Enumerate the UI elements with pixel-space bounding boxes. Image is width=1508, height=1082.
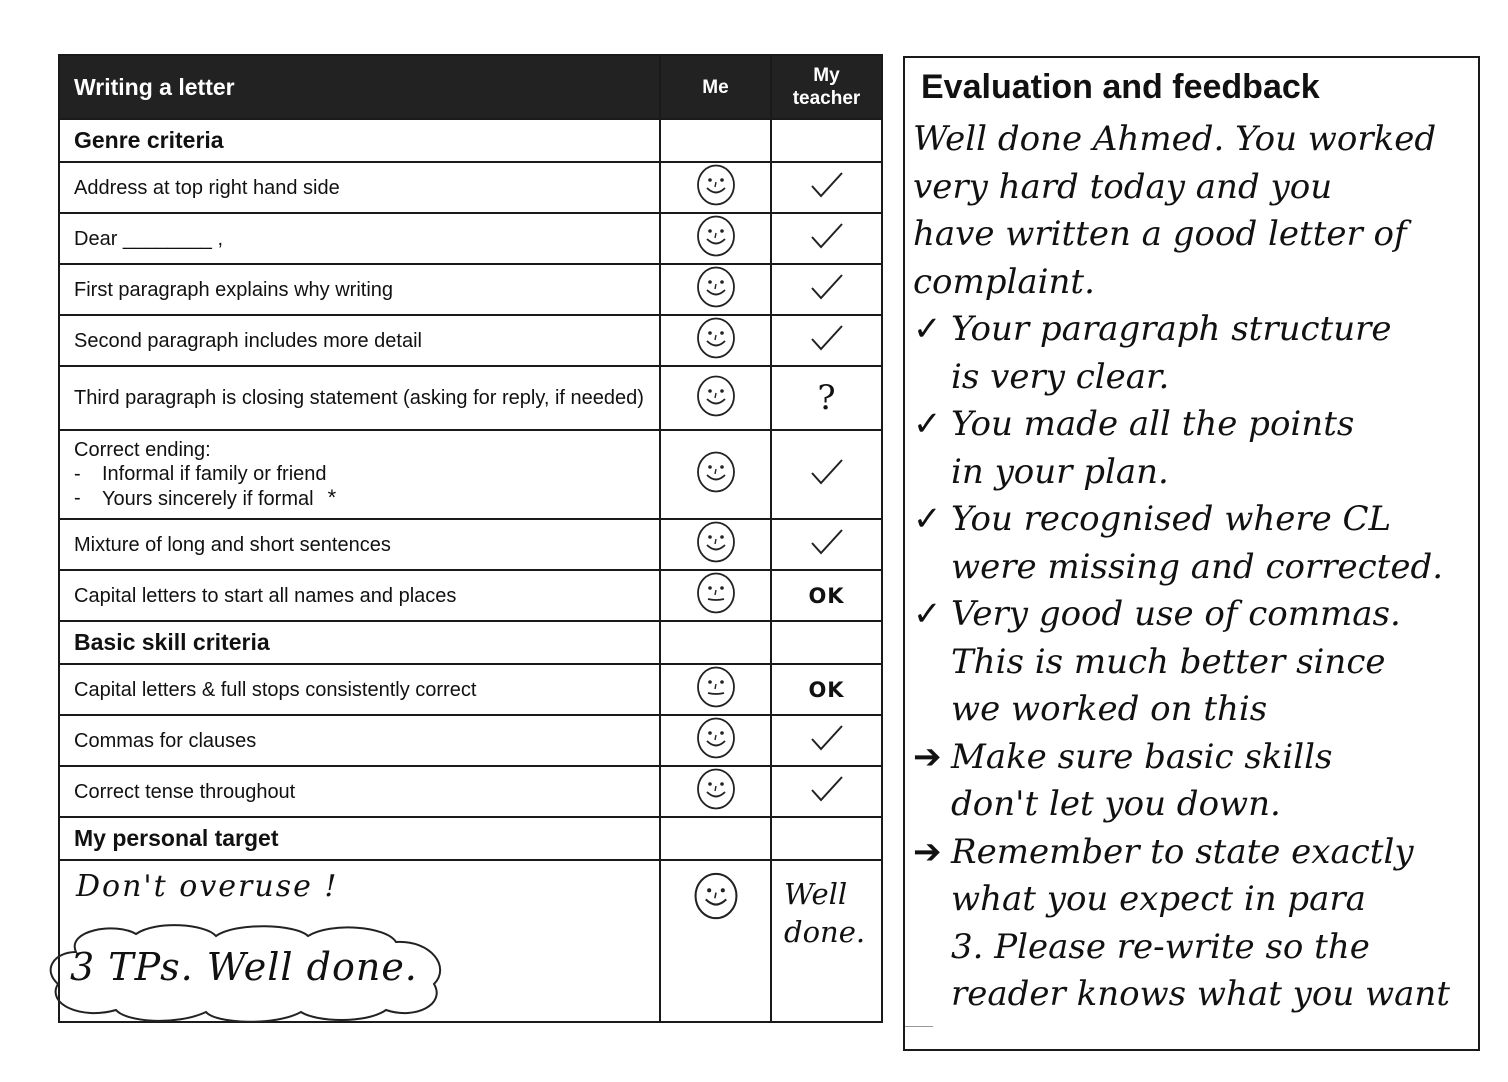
self-mark (660, 664, 771, 715)
section-heading: Genre criteria (59, 119, 660, 162)
tick-icon: ✓ (913, 499, 942, 539)
criterion-text (59, 264, 660, 315)
feedback-line-text: Very good use of commas. (951, 594, 1401, 634)
feedback-line-text: very hard today and you (913, 166, 1333, 207)
feedback-line-text: don't let you down. (951, 784, 1281, 824)
feedback-line-text: This is much better since (951, 641, 1386, 682)
feedback-line (913, 876, 1475, 924)
criterion-label: Capital letters to start all names and places (74, 584, 457, 607)
section-heading-row (59, 621, 882, 664)
criteria-row (59, 766, 882, 817)
teacher-mark (771, 264, 882, 315)
smiley-face-icon (692, 908, 740, 925)
feedback-line (913, 544, 1475, 592)
tick-icon (809, 187, 845, 204)
empty-cell (771, 119, 882, 162)
table-title: Writing a letter (59, 55, 660, 119)
column-header-teacher (771, 55, 882, 119)
feedback-line-text: is very clear. (951, 356, 1170, 397)
criterion-sub-list (74, 462, 659, 511)
feedback-line (913, 116, 1475, 164)
feedback-line (913, 734, 1475, 782)
neutral-face-icon (695, 696, 737, 713)
feedback-line (913, 259, 1475, 307)
teacher-mark (771, 715, 882, 766)
feedback-line-text: we worked on this (951, 689, 1268, 729)
criterion-label: Address at top right hand side (74, 176, 340, 199)
arrow-right-icon: ➔ (913, 831, 942, 872)
criterion-text (59, 715, 660, 766)
feedback-line (913, 971, 1475, 1019)
feedback-line-text: Remember to state exactly (951, 831, 1414, 872)
arrow-right-icon: ➔ (913, 736, 942, 777)
self-mark (660, 213, 771, 264)
teacher-mark (771, 315, 882, 366)
feedback-line (913, 591, 1475, 639)
section-heading: My personal target (59, 817, 660, 860)
feedback-line (913, 164, 1475, 212)
criterion-label: First paragraph explains why writing (74, 278, 394, 301)
criterion-label: Third paragraph is closing statement (asking for reply, if needed) (74, 387, 644, 409)
tick-icon (809, 791, 845, 808)
feedback-line (913, 354, 1475, 402)
feedback-line-text: Well done Ahmed. You worked (913, 119, 1437, 159)
feedback-line (913, 306, 1475, 354)
criteria-row (59, 213, 882, 264)
feedback-line (913, 496, 1475, 544)
criterion-label: Correct tense throughout (74, 780, 296, 803)
feedback-line (913, 829, 1475, 877)
feedback-line-text: have written a good letter of (913, 214, 1407, 254)
tick-icon (809, 474, 845, 491)
teacher-note (771, 860, 882, 1022)
teacher-mark (771, 162, 882, 213)
self-mark (660, 315, 771, 366)
teacher-mark: OK (771, 664, 882, 715)
column-header-me: Me (660, 55, 771, 119)
teacher-mark: OK (771, 570, 882, 621)
self-mark (660, 162, 771, 213)
teacher-mark (771, 213, 882, 264)
feedback-line-text: You recognised where CL (951, 499, 1392, 539)
self-mark (660, 766, 771, 817)
criterion-label: Dear ________ , (74, 227, 224, 250)
self-mark (660, 715, 771, 766)
feedback-line-text: You made all the points (951, 404, 1355, 444)
feedback-box (903, 56, 1480, 1051)
smiley-face-icon (695, 551, 737, 568)
divider (903, 1026, 933, 1027)
feedback-line-text: Your paragraph structure (951, 309, 1392, 349)
section-heading-row (59, 119, 882, 162)
smiley-face-icon (695, 347, 737, 364)
criteria-row (59, 715, 882, 766)
empty-cell (660, 817, 771, 860)
feedback-line-text: what you expect in para (951, 879, 1366, 919)
tick-icon (809, 544, 845, 561)
cloud-note: 3 TPs. Well done. (70, 945, 418, 989)
teacher-note-line: done. (784, 915, 866, 949)
empty-cell (660, 119, 771, 162)
criterion-text (59, 570, 660, 621)
empty-cell (771, 817, 882, 860)
feedback-line (913, 211, 1475, 259)
teacher-mark (771, 519, 882, 570)
criterion-label: Correct ending: (74, 439, 211, 461)
star-mark: * (327, 485, 337, 510)
feedback-line (913, 924, 1475, 972)
criteria-row (59, 264, 882, 315)
tick-icon: ✓ (913, 594, 942, 634)
self-mark (660, 860, 771, 1022)
criteria-table (58, 54, 883, 1023)
neutral-face-icon (695, 602, 737, 619)
criterion-label: Mixture of long and short sentences (74, 533, 391, 556)
teacher-mark: ? (771, 366, 882, 430)
tick-icon: ✓ (913, 309, 942, 349)
criteria-row (59, 315, 882, 366)
feedback-line (913, 401, 1475, 449)
criteria-row (59, 162, 882, 213)
tick-icon: ✓ (913, 404, 942, 444)
feedback-line-text: complaint. (913, 261, 1095, 302)
criteria-row (59, 366, 882, 430)
table-header-row (59, 55, 882, 119)
smiley-face-icon (695, 481, 737, 498)
self-mark (660, 366, 771, 430)
feedback-line (913, 449, 1475, 497)
feedback-line-text: 3. Please re-write so the (951, 926, 1370, 967)
feedback-line-text: Make sure basic skills (951, 736, 1333, 777)
feedback-line-text: in your plan. (951, 451, 1169, 492)
feedback-line (913, 686, 1475, 734)
teacher-note-line: Well (784, 877, 848, 911)
empty-cell (771, 621, 882, 664)
teacher-header-label: My teacher (792, 65, 861, 109)
self-mark (660, 519, 771, 570)
self-mark (660, 570, 771, 621)
tick-icon (809, 289, 845, 306)
criterion-sub-item: - Yours sincerely if formal * (74, 486, 659, 511)
smiley-face-icon (695, 194, 737, 211)
smiley-face-icon (695, 798, 737, 815)
section-heading: Basic skill criteria (59, 621, 660, 664)
criteria-row (59, 519, 882, 570)
criterion-text (59, 315, 660, 366)
feedback-line (913, 639, 1475, 687)
empty-cell (660, 621, 771, 664)
criterion-label: Commas for clauses (74, 729, 257, 752)
self-mark (660, 430, 771, 519)
criterion-text (59, 366, 660, 430)
smiley-face-icon (695, 405, 737, 422)
tick-icon (809, 740, 845, 757)
criterion-text (59, 430, 660, 519)
tick-icon (809, 340, 845, 357)
criteria-body (59, 119, 882, 1022)
criterion-label: Capital letters & full stops consistently correct (74, 678, 477, 701)
feedback-line-text: were missing and corrected. (951, 546, 1444, 587)
feedback-line-text: reader knows what you want (951, 974, 1450, 1014)
criterion-label: Second paragraph includes more detail (74, 329, 422, 352)
teacher-mark (771, 766, 882, 817)
smiley-face-icon (695, 245, 737, 262)
criteria-row (59, 430, 882, 519)
feedback-text (913, 116, 1475, 1019)
smiley-face-icon (695, 296, 737, 313)
section-heading-row (59, 817, 882, 860)
criterion-sub-item: - Informal if family or friend (74, 462, 659, 486)
criterion-text (59, 162, 660, 213)
criteria-row (59, 570, 882, 621)
criterion-text (59, 766, 660, 817)
criterion-text (59, 664, 660, 715)
tick-icon (809, 238, 845, 255)
criterion-text (59, 519, 660, 570)
self-mark (660, 264, 771, 315)
feedback-title: Evaluation and feedback (921, 68, 1320, 106)
feedback-line (913, 781, 1475, 829)
personal-target-note: Don't overuse ! (59, 860, 660, 1022)
criteria-row (59, 664, 882, 715)
teacher-mark (771, 430, 882, 519)
criterion-text (59, 213, 660, 264)
smiley-face-icon (695, 747, 737, 764)
